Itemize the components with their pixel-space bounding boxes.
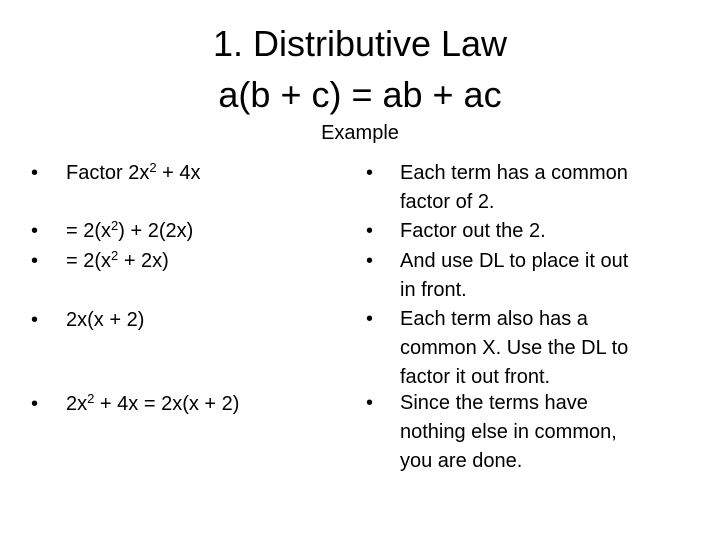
bullet-dot: • <box>31 250 39 272</box>
bullet-dot: • <box>366 392 374 414</box>
bullet-dot: • <box>31 220 39 242</box>
exponent: 2 <box>111 218 119 233</box>
text-line: Each term has a common <box>400 162 628 184</box>
bullet-text <box>400 247 690 305</box>
text-part: + 4x <box>156 162 201 184</box>
bullet-text <box>400 217 690 246</box>
bullet-text <box>66 390 239 419</box>
bullet-text <box>66 247 169 276</box>
text-part: + 4x = 2x(x + 2) <box>94 393 240 415</box>
bullet-dot: • <box>366 250 374 272</box>
text-part: = 2(x <box>66 250 112 272</box>
text-part: ) + 2(2x) <box>118 220 194 242</box>
text-line: you are done. <box>400 450 523 472</box>
text-line: factor it out front. <box>400 366 551 388</box>
text-line: And use DL to place it out <box>400 250 629 272</box>
bullet-text <box>400 389 690 476</box>
bullet-dot: • <box>366 308 374 330</box>
text-line: in front. <box>400 279 467 301</box>
bullet-text <box>66 217 193 246</box>
text-line: nothing else in common, <box>400 421 617 443</box>
text-part: = 2(x <box>66 220 112 242</box>
bullet-text <box>400 159 690 217</box>
text-part: 2x <box>66 393 88 415</box>
bullet-dot: • <box>31 309 39 331</box>
exponent: 2 <box>111 248 119 263</box>
text-line: common X. Use the DL to <box>400 337 629 359</box>
bullet-dot: • <box>366 162 374 184</box>
text-line: factor of 2. <box>400 191 495 213</box>
bullet-text <box>400 305 690 392</box>
slide-title-line-1: 1. Distributive Law <box>212 23 508 64</box>
text-line: Each term also has a <box>400 308 588 330</box>
exponent: 2 <box>87 391 95 406</box>
text-part: Factor 2x <box>66 162 150 184</box>
text-line: Since the terms have <box>400 392 588 414</box>
slide-title-line-2: a(b + c) = ab + ac <box>218 74 502 115</box>
exponent: 2 <box>149 160 157 175</box>
bullet-dot: • <box>31 162 39 184</box>
slide-subtitle: Example <box>321 122 399 144</box>
bullet-text <box>66 159 201 188</box>
bullet-dot: • <box>31 393 39 415</box>
bullet-dot: • <box>366 220 374 242</box>
bullet-text: 2x(x + 2) <box>66 309 145 331</box>
text-part: + 2x) <box>118 250 169 272</box>
text-line: Factor out the 2. <box>400 220 546 242</box>
